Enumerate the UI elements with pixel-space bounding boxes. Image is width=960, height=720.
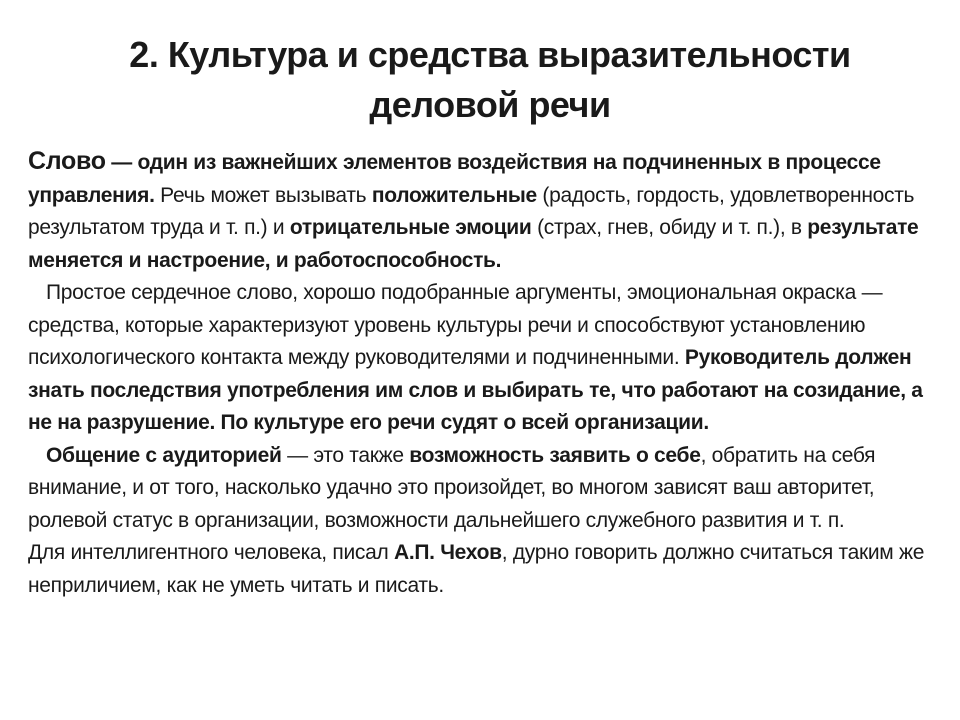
slide-title <box>60 30 920 130</box>
slide-body <box>28 145 933 602</box>
text-manager-must-know: Руководитель должен знать последствия употребления им слов и выбирать те, что работают на созидание, а не на разрушение. По культуре его речи судят о всей организации. <box>28 346 923 434</box>
author-chekhov: А.П. Чехов <box>393 541 502 564</box>
term-self-presentation: возможность заявить о себе <box>409 443 701 467</box>
text-speech-can: Речь может вызывать <box>154 183 372 207</box>
text-negative-examples: (страх, гнев, обиду и т. п.), в <box>531 216 808 239</box>
word-definition: — один из важнейших элементов воздействия на подчиненных в процессе управления. <box>28 151 881 207</box>
term-audience-communication: Общение с аудиторией <box>46 443 282 467</box>
text-chekhov-intro: Для интеллигентного человека, писал <box>28 541 394 564</box>
paragraph-cordial-word <box>28 277 933 440</box>
paragraph-chekhov <box>28 537 933 602</box>
text-result-mood: результате меняется и настроение, и работоспособность. <box>28 216 919 272</box>
slide-title-line-2: деловой речи <box>369 84 611 125</box>
paragraph-audience <box>28 440 933 538</box>
term-positive: положительные <box>371 183 537 207</box>
text-audience-dash: — это также <box>281 443 410 467</box>
term-word: Слово <box>28 147 106 175</box>
paragraph-word <box>28 145 933 277</box>
text-positive-examples: (радость, гордость, удовлетворенность результатом труда и т. п.) и <box>28 183 915 239</box>
text-chekhov-quote: , дурно говорить должно считаться таким же неприличием, как не уметь читать и писать. <box>28 541 925 597</box>
text-cordial-word: Простое сердечное слово, хорошо подобранные аргументы, эмоциональная окраска — средства, которые характеризуют уровень культуры речи и способствуют установлению психологического контакта между руководителями и подчиненными. <box>28 281 883 369</box>
slide-title-line-1: 2. Культура и средства выразительности <box>129 34 851 75</box>
text-audience-rest: , обратить на себя внимание, и от того, насколько удачно это произойдет, во многом зависят ваш авторитет, ролевой статус в организации, возможности дальнейшего служебного развития и т. п. <box>28 443 876 532</box>
term-negative-emotions: отрицательные эмоции <box>289 216 532 239</box>
